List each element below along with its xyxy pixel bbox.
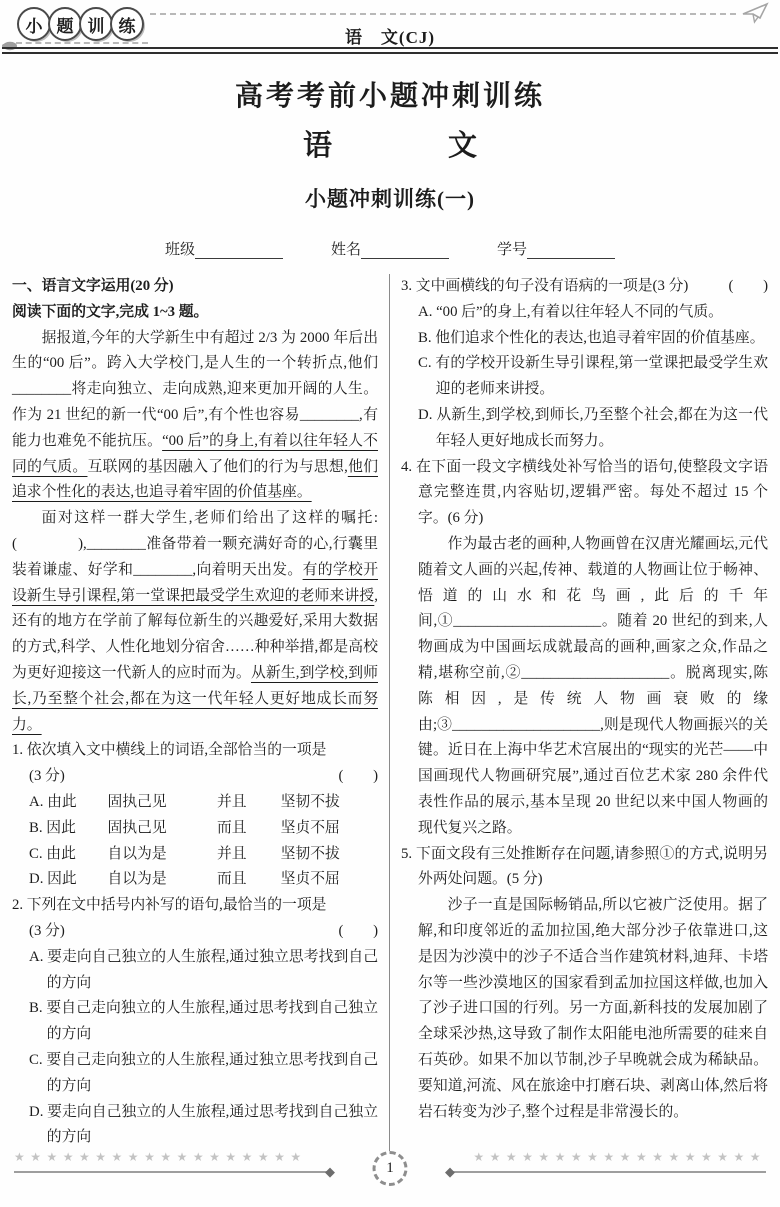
- question-2-option-c: C. 要自己走向独立的人生旅程,通过独立思考找到自己的方向: [29, 1051, 378, 1094]
- option-cell: 坚贞不屈: [280, 871, 340, 888]
- reading-passage-paragraph-1: 据报道,今年的大学新生中有超过 2/3 为 2000 年后出生的“00 后”。跨入大学校门,是人生的一个转折点,他们________将走向独立、走向成熟,迎来更加开阔的人生。作为 21 世纪的新一代“00 后”,有个性也容易________,有能力也难免不能抗压。“00 后”的身上,有着以往年轻人不同的气质。互联网的基因融入了他们的行为与思想,他们追求个性化的表达,也追寻着牢固的价值基座。: [12, 329, 378, 501]
- reading-passage-paragraph-2: 面对这样一群大学生,老师们给出了这样的嘱托:( ),________准备带着一颗充满好奇的心,行囊里装着谦虚、好学和________,向着明天出发。有的学校开设新生导引课程,第一堂课把最受学生欢迎的老师来讲授,还有的地方在学前了解每位新生的兴趣爱好,采用大数据的方式,科学、人性化地划分宿舍……种种举措,都是高校为更好迎接这一代新人的应时而为。从新生,到学校,到师长,乃至整个社会,都在为这一代年轻人更好地成长而努力。: [12, 510, 378, 733]
- logo-char-circle: 题: [48, 7, 82, 41]
- star-row-icons: ★★★★★★★★★★★★★★★★★★: [473, 1150, 766, 1164]
- option-cell: B. 因此: [29, 819, 76, 836]
- page-header: [0, 0, 780, 56]
- logo-char-circle: 训: [79, 7, 113, 41]
- option-cell: 固执己见: [107, 793, 167, 810]
- option-cell: 并且: [216, 793, 247, 810]
- question-2-option-a: A. 要走向自己独立的人生旅程,通过独立思考找到自己的方向: [29, 948, 378, 991]
- student-info-row: [0, 238, 780, 259]
- class-blank-line: [195, 244, 283, 259]
- diamond-icon: ◆: [325, 1163, 335, 1179]
- option-cell: 自以为是: [107, 871, 167, 888]
- option-cell: 并且: [216, 845, 247, 862]
- question-3-answer-bracket: ( ): [728, 278, 768, 294]
- footer-left-ornament: [14, 1150, 335, 1179]
- question-2-answer-bracket: ( ): [338, 922, 378, 939]
- header-dashed-line: [150, 13, 736, 15]
- question-1-stem: 1. 依次填入文中横线上的词语,全部恰当的一项是: [12, 742, 327, 759]
- name-field: [331, 238, 449, 259]
- question-2-option-d: D. 要走向自己独立的人生旅程,通过思考找到自己独立的方向: [29, 1103, 378, 1146]
- question-1-points-line: [12, 764, 378, 790]
- question-3-option-b: B. 他们追求个性化的表达,也追寻着牢固的价值基座。: [418, 329, 765, 346]
- question-3-option-a: A. “00 后”的身上,有着以往年轻人不同的气质。: [418, 303, 723, 320]
- question-2: [12, 893, 378, 1151]
- question-2-points: (3 分): [29, 922, 65, 939]
- option-cell: 坚贞不屈: [280, 819, 340, 836]
- option-cell: 坚韧不拔: [280, 793, 340, 810]
- student-id-blank-line: [527, 244, 615, 259]
- student-id-field: [497, 238, 615, 259]
- header-double-rule: [2, 47, 778, 54]
- option-cell: 固执己见: [107, 819, 167, 836]
- question-2-stem: 2. 下列在文中括号内补写的语句,最恰当的一项是: [12, 897, 327, 914]
- left-column: [12, 274, 390, 1151]
- option-cell: 而且: [216, 819, 247, 836]
- brand-logo: [20, 7, 144, 41]
- exam-main-title: 高考考前小题冲刺训练: [234, 81, 545, 112]
- option-cell: C. 由此: [29, 845, 76, 862]
- option-cell: 而且: [216, 871, 247, 888]
- question-2-points-line: [12, 919, 378, 945]
- class-label: 班级: [164, 242, 195, 258]
- page-number-badge: 1: [373, 1151, 408, 1186]
- logo-char-circle: 练: [110, 7, 144, 41]
- class-field: [165, 238, 283, 259]
- option-cell: 坚韧不拔: [280, 845, 340, 862]
- question-2-option-b: B. 要自己走向独立的人生旅程,通过思考找到自己独立的方向: [29, 1000, 378, 1043]
- student-id-label: 学号: [497, 242, 528, 258]
- question-3-stem-line: [401, 274, 768, 300]
- footer-rule-right: [445, 1163, 766, 1179]
- footer-rule-left: [14, 1163, 335, 1179]
- logo-char-circle: 小: [17, 7, 51, 41]
- question-5: [401, 842, 768, 1126]
- page-footer: [0, 1150, 780, 1194]
- question-1: [12, 738, 378, 893]
- paper-set-title: 小题冲刺训练(一): [305, 187, 475, 211]
- question-1-answer-bracket: ( ): [338, 768, 378, 785]
- question-5-stem: 5. 下面文段有三处推断存在问题,请参照①的方式,说明另外两处问题。(5 分): [401, 845, 768, 888]
- content-columns: [12, 274, 768, 1151]
- exam-subject-title: 语 文: [302, 130, 477, 162]
- name-label: 姓名: [330, 242, 361, 258]
- footer-right-ornament: [445, 1150, 766, 1179]
- question-4: [401, 455, 768, 842]
- star-row-icons: ★★★★★★★★★★★★★★★★★★: [14, 1150, 307, 1164]
- name-blank-line: [361, 244, 449, 259]
- diamond-icon: ◆: [445, 1163, 455, 1179]
- section-heading: 一、语言文字运用(20 分): [12, 278, 174, 294]
- right-column: [390, 274, 768, 1151]
- question-5-passage: 沙子一直是国际畅销品,所以它被广泛使用。据了解,和印度邻近的孟加拉国,绝大部分沙子依靠进口,这是因为沙漠中的沙子不适合当作建筑材料,迪拜、卡塔尔等一些沙漠地区的国家看到孟加拉国这样做,也加入了沙子进口国的行列。另一方面,新科技的发展加剧了全球采沙热,这导致了制作太阳能电池所需要的硅来自石英砂。如果不加以节制,沙子早晚就会成为稀缺品。要知道,河流、风在旅途中打磨石块、剥离山体,然后将岩石转变为沙子,整个过程是非常漫长的。: [418, 897, 768, 1120]
- question-3-stem: 3. 文中画横线的句子没有语病的一项是(3 分): [401, 278, 689, 294]
- question-1-points: (3 分): [29, 768, 65, 785]
- header-subject-title: 语 文(CJ): [344, 28, 436, 47]
- question-3-option-d: D. 从新生,到学校,到师长,乃至整个社会,都在为这一代年轻人更好地成长而努力。: [418, 406, 768, 449]
- option-cell: D. 因此: [29, 871, 77, 888]
- question-3-option-c: C. 有的学校开设新生导引课程,第一堂课把最受学生欢迎的老师来讲授。: [418, 355, 768, 398]
- question-3: [401, 274, 768, 455]
- question-4-passage: 作为最古老的画种,人物画曾在汉唐光耀画坛,元代随着文人画的兴起,传神、载道的人物画让位于畅神、悟道的山水和花鸟画,此后的千年间,①____________________。随着 20 世纪的到来,人物画成为中国画坛成就最高的画种,画家之众,作品之精,堪称空前,②____________________。脱离现实,陈陈相因,是传统人物画衰败的缘由;③____________________,则是现代人物画振兴的关键。近日在上海中华艺术宫展出的“现实的光芒——中国画现代人物画研究展”,通过百位艺术家 280 余件代表性作品的展示,基本呈现 20 世纪以来中国人物画的现代复兴之路。: [418, 535, 768, 836]
- reading-instruction: 阅读下面的文字,完成 1~3 题。: [12, 303, 209, 320]
- option-cell: 自以为是: [107, 845, 167, 862]
- question-4-stem: 4. 在下面一段文字横线处补写恰当的语句,使整段文字语意完整连贯,内容贴切,逻辑严密。每处不超过 15 个字。(6 分): [401, 458, 768, 527]
- question-1-options-table: [29, 790, 378, 893]
- option-cell: A. 由此: [29, 793, 77, 810]
